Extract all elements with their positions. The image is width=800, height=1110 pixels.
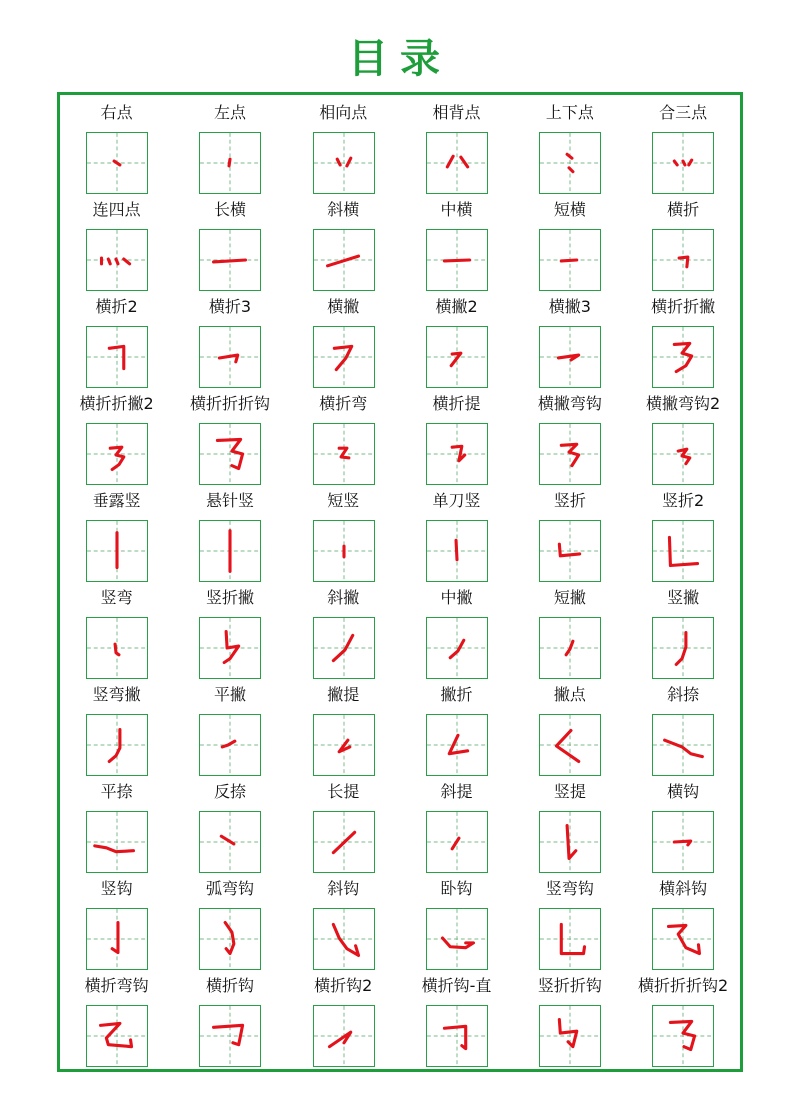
brush-stroke bbox=[444, 1026, 465, 1048]
stroke-glyph bbox=[200, 521, 260, 581]
practice-box bbox=[652, 520, 714, 582]
stroke-label: 横撇3 bbox=[548, 297, 591, 316]
stroke-glyph bbox=[540, 424, 600, 484]
brush-stroke bbox=[452, 838, 459, 849]
stroke-glyph bbox=[200, 715, 260, 775]
stroke-label: 横折 bbox=[667, 200, 700, 219]
stroke-glyph bbox=[653, 327, 713, 387]
stroke-label: 横折3 bbox=[208, 297, 252, 316]
practice-box bbox=[86, 423, 148, 485]
stroke-cell bbox=[287, 97, 400, 194]
practice-box bbox=[539, 132, 601, 194]
brush-stroke bbox=[670, 537, 698, 565]
stroke-cell bbox=[173, 582, 286, 679]
stroke-label: 平撇 bbox=[213, 685, 246, 704]
stroke-label: 竖弯 bbox=[100, 588, 133, 607]
practice-box bbox=[539, 326, 601, 388]
brush-stroke bbox=[114, 161, 120, 165]
stroke-label: 横折折撇2 bbox=[79, 394, 154, 413]
practice-box bbox=[539, 714, 601, 776]
stroke-glyph bbox=[87, 618, 147, 678]
stroke-cell bbox=[173, 194, 286, 291]
practice-box bbox=[86, 811, 148, 873]
practice-box bbox=[539, 229, 601, 291]
stroke-glyph bbox=[540, 230, 600, 290]
stroke-glyph bbox=[200, 1006, 260, 1066]
stroke-glyph bbox=[427, 424, 487, 484]
brush-stroke bbox=[561, 260, 576, 261]
stroke-cell bbox=[400, 97, 513, 194]
stroke-cell bbox=[287, 873, 400, 970]
brush-stroke bbox=[567, 154, 572, 158]
page-title: 目录 bbox=[348, 36, 452, 82]
stroke-cell bbox=[400, 970, 513, 1067]
stroke-cell bbox=[626, 97, 739, 194]
stroke-cell bbox=[60, 873, 173, 970]
practice-box bbox=[539, 423, 601, 485]
practice-box bbox=[313, 1005, 375, 1067]
stroke-cell bbox=[400, 291, 513, 388]
practice-box bbox=[313, 714, 375, 776]
practice-box bbox=[652, 326, 714, 388]
brush-stroke bbox=[339, 740, 350, 752]
brush-stroke bbox=[680, 257, 689, 267]
stroke-label: 斜横 bbox=[327, 200, 360, 219]
brush-stroke bbox=[461, 157, 468, 167]
stroke-glyph bbox=[427, 230, 487, 290]
stroke-glyph bbox=[653, 618, 713, 678]
brush-stroke bbox=[452, 446, 465, 461]
stroke-label: 横撇2 bbox=[435, 297, 478, 316]
stroke-cell bbox=[513, 485, 626, 582]
brush-stroke bbox=[669, 925, 700, 953]
stroke-label: 撇提 bbox=[327, 685, 360, 704]
stroke-label: 右点 bbox=[100, 103, 133, 122]
brush-stroke bbox=[229, 159, 230, 166]
stroke-cell bbox=[513, 776, 626, 873]
stroke-glyph bbox=[314, 521, 374, 581]
stroke-cell bbox=[400, 582, 513, 679]
stroke-label: 横折钩-直 bbox=[421, 976, 492, 995]
practice-box bbox=[652, 617, 714, 679]
stroke-cell bbox=[60, 776, 173, 873]
stroke-cell bbox=[626, 194, 739, 291]
stroke-cell bbox=[173, 873, 286, 970]
stroke-label: 平捺 bbox=[100, 782, 133, 801]
practice-box bbox=[313, 520, 375, 582]
stroke-label: 横折折折钩2 bbox=[638, 976, 729, 995]
stroke-label: 反捺 bbox=[213, 782, 246, 801]
stroke-label: 横折折撇 bbox=[651, 297, 716, 316]
stroke-glyph bbox=[87, 521, 147, 581]
stroke-cell bbox=[60, 679, 173, 776]
stroke-cell bbox=[513, 582, 626, 679]
brush-stroke bbox=[456, 540, 457, 559]
stroke-glyph bbox=[200, 230, 260, 290]
practice-box bbox=[539, 811, 601, 873]
stroke-cell bbox=[287, 194, 400, 291]
stroke-glyph bbox=[314, 909, 374, 969]
stroke-glyph bbox=[87, 327, 147, 387]
stroke-label: 横折折折钩 bbox=[189, 394, 270, 413]
stroke-glyph bbox=[653, 909, 713, 969]
stroke-label: 上下点 bbox=[545, 103, 594, 122]
stroke-label: 竖弯撇 bbox=[92, 685, 141, 704]
stroke-cell bbox=[287, 679, 400, 776]
stroke-glyph bbox=[427, 133, 487, 193]
stroke-cell bbox=[173, 970, 286, 1067]
stroke-label: 短横 bbox=[553, 200, 586, 219]
brush-stroke bbox=[109, 730, 120, 762]
practice-box bbox=[426, 811, 488, 873]
brush-stroke bbox=[675, 841, 691, 845]
stroke-cell bbox=[173, 485, 286, 582]
practice-box bbox=[426, 229, 488, 291]
brush-stroke bbox=[334, 346, 351, 369]
stroke-glyph bbox=[653, 521, 713, 581]
practice-box bbox=[426, 1005, 488, 1067]
stroke-cell bbox=[626, 873, 739, 970]
stroke-cell bbox=[60, 97, 173, 194]
stroke-label: 横折弯 bbox=[319, 394, 368, 413]
practice-box bbox=[86, 908, 148, 970]
practice-box bbox=[652, 229, 714, 291]
brush-stroke bbox=[677, 633, 687, 665]
stroke-cell bbox=[513, 97, 626, 194]
brush-stroke bbox=[329, 1032, 350, 1047]
practice-box bbox=[313, 326, 375, 388]
stroke-label: 相背点 bbox=[432, 103, 481, 122]
stroke-glyph bbox=[653, 133, 713, 193]
brush-stroke bbox=[449, 735, 467, 753]
brush-stroke bbox=[101, 1023, 132, 1046]
stroke-cell bbox=[287, 485, 400, 582]
stroke-label: 横撇 bbox=[327, 297, 360, 316]
brush-stroke bbox=[220, 355, 238, 362]
practice-box bbox=[86, 520, 148, 582]
stroke-glyph bbox=[540, 812, 600, 872]
practice-box bbox=[426, 423, 488, 485]
stroke-label: 撇点 bbox=[553, 685, 586, 704]
stroke-cell bbox=[513, 970, 626, 1067]
practice-box bbox=[86, 617, 148, 679]
stroke-label: 竖弯钩 bbox=[545, 879, 594, 898]
stroke-cell bbox=[513, 388, 626, 485]
stroke-cell bbox=[173, 776, 286, 873]
stroke-label: 竖折2 bbox=[662, 491, 705, 510]
stroke-label: 长横 bbox=[213, 200, 246, 219]
stroke-glyph bbox=[314, 812, 374, 872]
stroke-glyph bbox=[540, 909, 600, 969]
practice-box bbox=[86, 229, 148, 291]
stroke-glyph bbox=[314, 133, 374, 193]
practice-box bbox=[199, 617, 261, 679]
stroke-grid bbox=[60, 97, 740, 1069]
brush-stroke bbox=[557, 730, 579, 761]
brush-stroke bbox=[333, 924, 358, 955]
stroke-cell bbox=[400, 388, 513, 485]
stroke-glyph bbox=[200, 327, 260, 387]
stroke-glyph bbox=[427, 618, 487, 678]
stroke-label: 竖钩 bbox=[100, 879, 133, 898]
practice-box bbox=[652, 423, 714, 485]
stroke-cell bbox=[60, 291, 173, 388]
stroke-cell bbox=[287, 970, 400, 1067]
brush-stroke bbox=[327, 256, 358, 266]
stroke-glyph bbox=[87, 133, 147, 193]
practice-box bbox=[199, 714, 261, 776]
practice-box bbox=[539, 908, 601, 970]
practice-box bbox=[426, 908, 488, 970]
stroke-cell bbox=[60, 582, 173, 679]
stroke-glyph bbox=[87, 715, 147, 775]
stroke-glyph bbox=[427, 909, 487, 969]
stroke-cell bbox=[60, 388, 173, 485]
practice-box bbox=[652, 132, 714, 194]
stroke-label: 竖折 bbox=[553, 491, 586, 510]
brush-stroke bbox=[95, 846, 134, 852]
stroke-glyph bbox=[200, 618, 260, 678]
stroke-cell bbox=[287, 388, 400, 485]
stroke-cell bbox=[173, 388, 286, 485]
stroke-glyph bbox=[540, 521, 600, 581]
stroke-label: 竖折撇 bbox=[205, 588, 254, 607]
practice-box bbox=[313, 908, 375, 970]
brush-stroke bbox=[222, 836, 235, 844]
stroke-label: 长提 bbox=[327, 782, 360, 801]
stroke-glyph bbox=[540, 618, 600, 678]
brush-stroke bbox=[116, 259, 118, 264]
brush-stroke bbox=[442, 938, 473, 948]
stroke-label: 横撇弯钩 bbox=[537, 394, 602, 413]
practice-box bbox=[426, 520, 488, 582]
stroke-label: 卧钩 bbox=[440, 879, 473, 898]
stroke-cell bbox=[400, 485, 513, 582]
stroke-glyph bbox=[200, 424, 260, 484]
brush-stroke bbox=[339, 448, 349, 458]
brush-stroke bbox=[665, 740, 703, 756]
practice-box bbox=[313, 617, 375, 679]
stroke-label: 斜捺 bbox=[667, 685, 700, 704]
stroke-cell bbox=[60, 970, 173, 1067]
stroke-glyph bbox=[87, 230, 147, 290]
practice-box bbox=[652, 908, 714, 970]
stroke-cell bbox=[513, 873, 626, 970]
brush-stroke bbox=[337, 159, 340, 165]
stroke-glyph bbox=[427, 327, 487, 387]
brush-stroke bbox=[447, 156, 453, 167]
stroke-cell bbox=[513, 291, 626, 388]
stroke-glyph bbox=[314, 230, 374, 290]
practice-box bbox=[313, 132, 375, 194]
stroke-cell bbox=[60, 194, 173, 291]
stroke-label: 横折2 bbox=[95, 297, 138, 316]
brush-stroke bbox=[560, 544, 580, 556]
stroke-cell bbox=[626, 679, 739, 776]
stroke-cell bbox=[626, 485, 739, 582]
practice-box bbox=[199, 1005, 261, 1067]
stroke-glyph bbox=[540, 1006, 600, 1066]
stroke-cell bbox=[173, 97, 286, 194]
stroke-glyph bbox=[87, 909, 147, 969]
practice-box bbox=[426, 617, 488, 679]
practice-box bbox=[426, 132, 488, 194]
stroke-label: 竖折折钩 bbox=[537, 976, 602, 995]
brush-stroke bbox=[346, 158, 350, 166]
brush-stroke bbox=[214, 260, 246, 262]
stroke-cell bbox=[173, 679, 286, 776]
practice-box bbox=[313, 811, 375, 873]
stroke-glyph bbox=[314, 424, 374, 484]
brush-stroke bbox=[451, 353, 461, 366]
stroke-glyph bbox=[200, 909, 260, 969]
practice-box bbox=[313, 423, 375, 485]
stroke-label: 短撇 bbox=[553, 588, 586, 607]
stroke-cell bbox=[626, 388, 739, 485]
stroke-glyph bbox=[427, 521, 487, 581]
stroke-cell bbox=[513, 679, 626, 776]
stroke-glyph bbox=[314, 327, 374, 387]
stroke-cell bbox=[626, 970, 739, 1067]
stroke-cell bbox=[400, 194, 513, 291]
stroke-glyph bbox=[314, 715, 374, 775]
stroke-glyph bbox=[200, 133, 260, 193]
practice-box bbox=[652, 811, 714, 873]
practice-box bbox=[86, 132, 148, 194]
stroke-label: 横折弯钩 bbox=[84, 976, 149, 995]
stroke-cell bbox=[626, 291, 739, 388]
stroke-glyph bbox=[314, 618, 374, 678]
stroke-glyph bbox=[427, 715, 487, 775]
stroke-label: 撇折 bbox=[440, 685, 473, 704]
stroke-label: 相向点 bbox=[319, 103, 368, 122]
practice-box bbox=[652, 1005, 714, 1067]
stroke-glyph bbox=[653, 424, 713, 484]
stroke-cell bbox=[400, 776, 513, 873]
stroke-glyph bbox=[653, 715, 713, 775]
stroke-label: 横撇弯钩2 bbox=[646, 394, 721, 413]
brush-stroke bbox=[689, 160, 692, 165]
stroke-label: 斜钩 bbox=[327, 879, 360, 898]
stroke-label: 横斜钩 bbox=[659, 879, 708, 898]
practice-box bbox=[86, 714, 148, 776]
stroke-label: 弧弯钩 bbox=[205, 879, 254, 898]
practice-box bbox=[199, 423, 261, 485]
stroke-label: 中撇 bbox=[440, 588, 473, 607]
stroke-cell bbox=[60, 485, 173, 582]
stroke-glyph bbox=[87, 812, 147, 872]
stroke-cell bbox=[626, 776, 739, 873]
brush-stroke bbox=[671, 1021, 695, 1049]
stroke-label: 短竖 bbox=[327, 491, 360, 510]
stroke-label: 单刀竖 bbox=[432, 491, 481, 510]
stroke-label: 中横 bbox=[440, 200, 473, 219]
stroke-glyph bbox=[653, 812, 713, 872]
practice-box bbox=[426, 326, 488, 388]
practice-box bbox=[199, 326, 261, 388]
stroke-glyph bbox=[540, 327, 600, 387]
brush-stroke bbox=[679, 449, 691, 464]
stroke-cell bbox=[173, 291, 286, 388]
stroke-label: 垂露竖 bbox=[92, 491, 141, 510]
practice-box bbox=[199, 132, 261, 194]
brush-stroke bbox=[444, 260, 469, 261]
stroke-cell bbox=[626, 582, 739, 679]
stroke-cell bbox=[287, 582, 400, 679]
stroke-label: 合三点 bbox=[659, 103, 708, 122]
practice-box bbox=[539, 1005, 601, 1067]
stroke-cell bbox=[287, 776, 400, 873]
stroke-glyph bbox=[653, 1006, 713, 1066]
practice-box bbox=[199, 811, 261, 873]
stroke-label: 横折提 bbox=[432, 394, 481, 413]
stroke-label: 横钩 bbox=[667, 782, 700, 801]
stroke-label: 斜撇 bbox=[327, 588, 360, 607]
stroke-label: 左点 bbox=[213, 103, 246, 122]
brush-stroke bbox=[675, 161, 678, 165]
stroke-label: 连四点 bbox=[92, 200, 141, 219]
brush-stroke bbox=[683, 161, 685, 165]
stroke-label: 悬针竖 bbox=[205, 491, 254, 510]
stroke-glyph bbox=[540, 715, 600, 775]
brush-stroke bbox=[214, 1025, 243, 1044]
stroke-glyph bbox=[87, 1006, 147, 1066]
practice-box bbox=[86, 1005, 148, 1067]
stroke-glyph bbox=[540, 133, 600, 193]
stroke-glyph bbox=[653, 230, 713, 290]
stroke-label: 横折钩2 bbox=[314, 976, 373, 995]
practice-box bbox=[652, 714, 714, 776]
practice-box bbox=[86, 326, 148, 388]
stroke-glyph bbox=[427, 1006, 487, 1066]
stroke-glyph bbox=[87, 424, 147, 484]
stroke-cell bbox=[287, 291, 400, 388]
stroke-label: 横折钩 bbox=[205, 976, 254, 995]
practice-box bbox=[199, 908, 261, 970]
stroke-label: 竖提 bbox=[553, 782, 586, 801]
stroke-cell bbox=[400, 679, 513, 776]
practice-box bbox=[199, 520, 261, 582]
brush-stroke bbox=[569, 168, 573, 172]
practice-box bbox=[539, 520, 601, 582]
stroke-glyph bbox=[427, 812, 487, 872]
brush-stroke bbox=[559, 355, 579, 360]
stroke-glyph bbox=[200, 812, 260, 872]
brush-stroke bbox=[224, 632, 239, 663]
stroke-cell bbox=[513, 194, 626, 291]
brush-stroke bbox=[560, 1020, 577, 1047]
stroke-cell bbox=[400, 873, 513, 970]
practice-box bbox=[313, 229, 375, 291]
practice-box bbox=[426, 714, 488, 776]
brush-stroke bbox=[223, 741, 236, 747]
brush-stroke bbox=[112, 923, 118, 953]
stroke-glyph bbox=[314, 1006, 374, 1066]
stroke-label: 竖撇 bbox=[667, 588, 700, 607]
practice-box bbox=[199, 229, 261, 291]
brush-stroke bbox=[108, 259, 110, 264]
stroke-label: 斜提 bbox=[440, 782, 473, 801]
practice-box bbox=[539, 617, 601, 679]
